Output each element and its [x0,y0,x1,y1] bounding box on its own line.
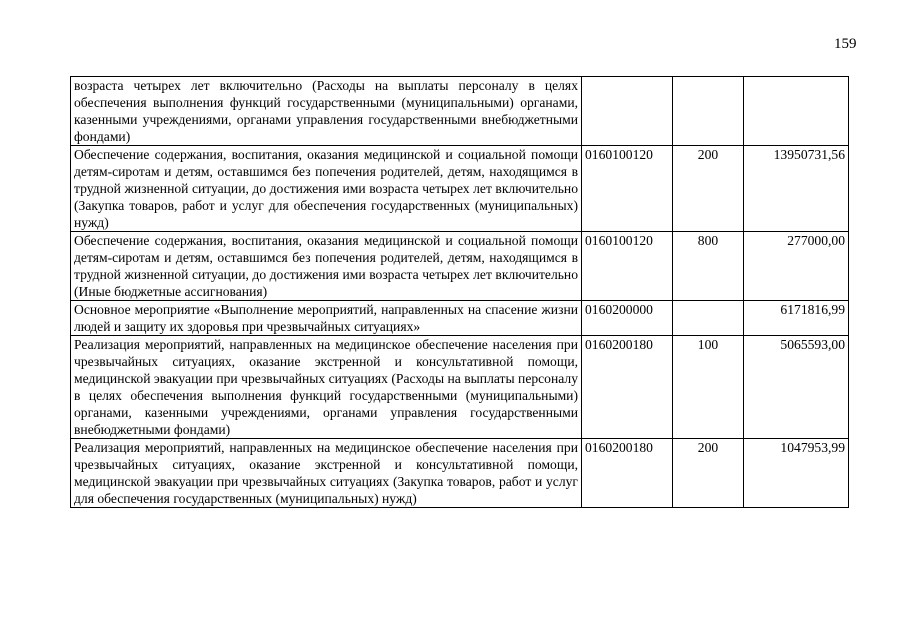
row-target-code: 0160200180 [582,336,673,439]
row-amount: 5065593,00 [744,336,849,439]
row-amount: 277000,00 [744,232,849,301]
row-expense-type: 800 [673,232,744,301]
row-expense-type [673,77,744,146]
row-amount: 1047953,99 [744,439,849,508]
row-target-code: 0160100120 [582,146,673,232]
row-description: возраста четырех лет включительно (Расходы на выплаты персоналу в целях обеспечения выполнения функций государственными (муниципальными) органами, казенными учреждениями, органами управления государственными внебюджетными фондами) [71,77,582,146]
row-target-code: 0160200180 [582,439,673,508]
table-row [71,439,849,508]
row-expense-type [673,301,744,336]
table-row [71,77,849,146]
row-target-code [582,77,673,146]
row-amount: 6171816,99 [744,301,849,336]
row-expense-type: 200 [673,439,744,508]
table-row [71,232,849,301]
row-target-code: 0160200000 [582,301,673,336]
row-description: Реализация мероприятий, направленных на медицинское обеспечение населения при чрезвычайных ситуациях, оказание экстренной и консультативной помощи, медицинской эвакуации при чрезвычайных ситуациях (Закупка товаров, работ и услуг для обеспечения государственных (муниципальных) нужд) [71,439,582,508]
row-amount: 13950731,56 [744,146,849,232]
row-description: Обеспечение содержания, воспитания, оказания медицинской и социальной помощи детям-сиротам и детям, оставшимся без попечения родителей, детям, находящимся в трудной жизненной ситуации, до достижения ими возраста четырех лет включительно (Иные бюджетные ассигнования) [71,232,582,301]
row-description: Обеспечение содержания, воспитания, оказания медицинской и социальной помощи детям-сиротам и детям, оставшимся без попечения родителей, детям, находящимся в трудной жизненной ситуации, до достижения ими возраста четырех лет включительно (Закупка товаров, работ и услуг для обеспечения государственных (муниципальных) нужд) [71,146,582,232]
row-amount [744,77,849,146]
row-target-code: 0160100120 [582,232,673,301]
row-description: Реализация мероприятий, направленных на медицинское обеспечение населения при чрезвычайных ситуациях, оказание экстренной и консультативной помощи, медицинской эвакуации при чрезвычайных ситуациях (Расходы на выплаты персоналу в целях обеспечения выполнения функций государственными (муниципальными) органами, казенными учреждениями, органами управления государственными внебюджетными фондами) [71,336,582,439]
page-number: 159 [834,36,857,52]
budget-table [70,76,849,508]
table-row [71,336,849,439]
table-row [71,146,849,232]
row-expense-type: 200 [673,146,744,232]
table-row [71,301,849,336]
row-expense-type: 100 [673,336,744,439]
row-description: Основное мероприятие «Выполнение мероприятий, направленных на спасение жизни людей и защиту их здоровья при чрезвычайных ситуациях» [71,301,582,336]
